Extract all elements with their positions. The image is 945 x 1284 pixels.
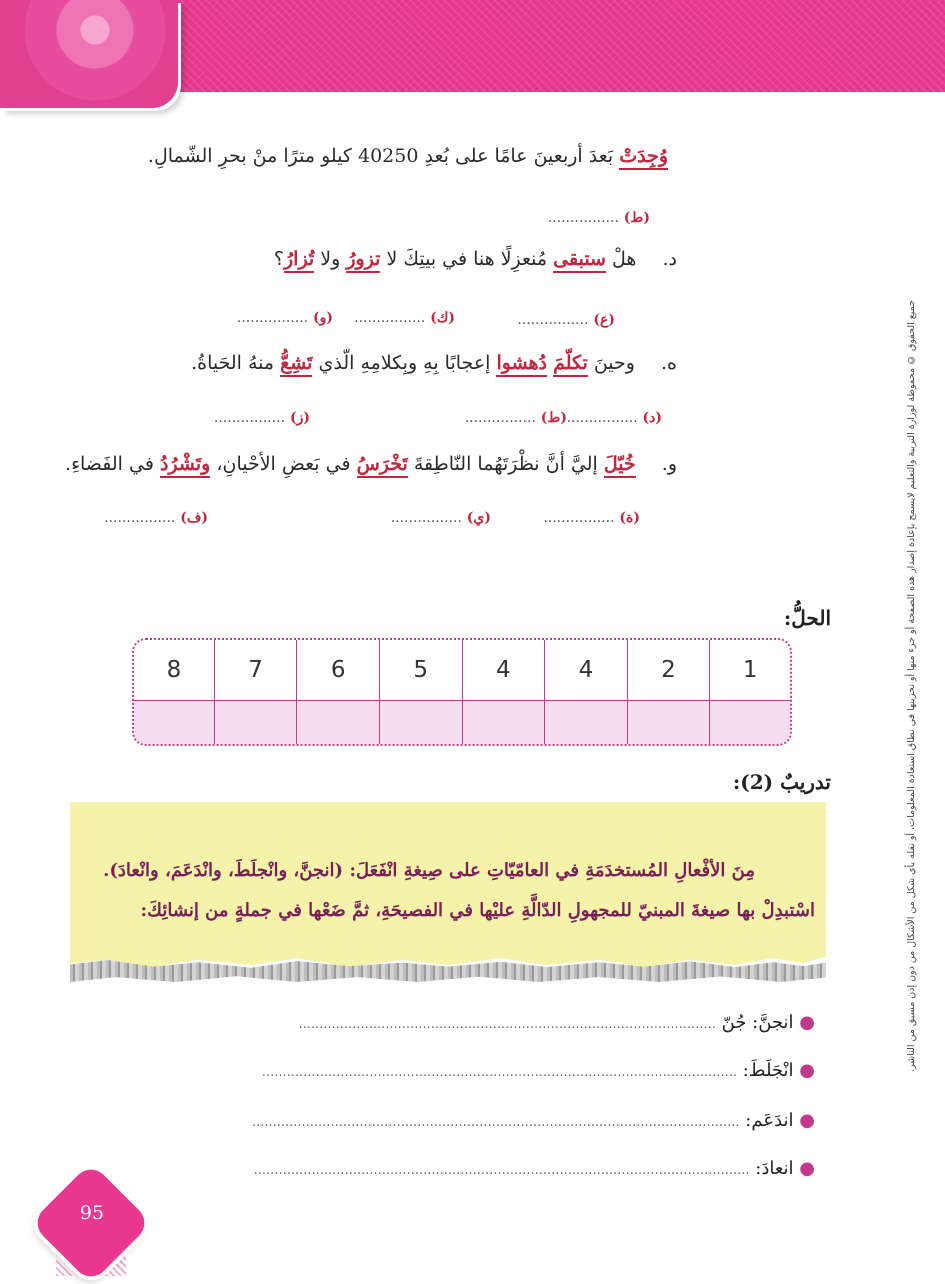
number-cell: 4 (545, 640, 628, 701)
highlight-word: تزورُ (346, 248, 380, 273)
exercise-item-label: انجنَّ: جُنّ (721, 1012, 794, 1033)
item-number: و. (661, 453, 677, 475)
answer-slot (548, 210, 650, 226)
bullet-icon: ● (799, 1158, 815, 1179)
highlight-word: خُيّلَ (604, 453, 636, 478)
number-cell: 5 (379, 640, 462, 701)
answer-row (134, 701, 790, 745)
item-text: هلْ (605, 248, 637, 270)
item-text: منهُ الحَياةُ. (191, 352, 281, 374)
bullet-icon: ● (799, 1110, 815, 1131)
slot-label: (ط) (540, 410, 567, 426)
slot-dots: ................ (354, 310, 426, 326)
exercise-title: تدريبٌ (2): (732, 770, 831, 794)
slot-label: (ة) (619, 510, 640, 526)
answer-slot (566, 410, 662, 426)
exercise-item (298, 1012, 815, 1033)
number-cell: 8 (134, 640, 214, 701)
slot-dots: ................ (464, 410, 536, 426)
slot-label: (ز) (289, 410, 310, 426)
slot-label: (ع) (593, 312, 615, 328)
number-cell: 4 (462, 640, 545, 701)
item-text: مُنعزِلًا هنا في بيتِكَ لا (380, 248, 554, 270)
answer-slot (517, 312, 615, 328)
slot-dots: ................ (543, 510, 615, 526)
fill-line[interactable]: ...................................................................................................................... (251, 1115, 740, 1130)
highlight-word: تُزارُ (284, 248, 314, 273)
slot-label: (ط) (623, 210, 650, 226)
number-row (134, 640, 790, 701)
answer-cell[interactable] (710, 701, 790, 745)
item-w (65, 453, 677, 475)
answer-slot (104, 510, 208, 526)
slot-dots: ................ (566, 410, 638, 426)
slot-label: (ف) (180, 510, 208, 526)
solution-title: الحلُّ: (783, 606, 831, 630)
item-number: ه. (661, 352, 677, 374)
slot-dots: ................ (236, 310, 309, 326)
answer-cell[interactable] (545, 701, 628, 745)
item-text: ولا (314, 248, 347, 270)
highlight-word: وتَشْرُدُ (160, 453, 210, 478)
answer-slot (465, 410, 567, 426)
exercise-item (254, 1158, 815, 1179)
slot-dots: ................ (104, 510, 176, 526)
exercise-note-box (70, 802, 826, 970)
slot-label: (و) (312, 310, 333, 326)
exercise-item-label: اندَعَم: (745, 1110, 794, 1131)
bullet-icon: ● (799, 1012, 815, 1033)
slot-dots: ................ (390, 510, 462, 526)
answer-cell[interactable] (297, 701, 380, 745)
highlight-word: تَشِعُّ (280, 352, 312, 377)
answer-cell[interactable] (462, 701, 545, 745)
fill-line[interactable]: ........................................................................................................................ (253, 1163, 750, 1178)
item-d (274, 248, 677, 270)
item-text: إليَّ أنَّ نظْرَتَهُما النّاطِقةَ (407, 453, 604, 475)
highlight-word: تكلّمَ (553, 352, 588, 377)
item-h (191, 352, 677, 374)
page-number: 95 (79, 1202, 105, 1224)
exercise-instruction-1: مِنَ الأفْعالِ المُستخدَمَةِ في العامّيّاتِ على صِيغةِ انْفَعَلَ: (انجنَّ، وانْجلَطَ، وانْدَعَمَ، وانْعادَ). (103, 860, 755, 881)
answer-slot (237, 310, 333, 326)
bullet-icon: ● (799, 1060, 815, 1081)
item-text: ؟ (273, 248, 284, 270)
answer-slot (543, 510, 640, 526)
answer-cell[interactable] (627, 701, 710, 745)
slot-label: (د) (642, 410, 662, 426)
fill-line[interactable]: ..................................................................................................... (298, 1017, 716, 1032)
answer-table (132, 638, 792, 746)
exercise-instruction-2: اسْتبدِلْ بها صيغةَ المبنيّ للمجهولِ الدّالَّةِ عليْها في الفصيحَةِ، ثمَّ ضَعْها في جملةٍ من إنشائِكَ: (140, 900, 815, 921)
highlight-word: وُجِدَتْ (619, 145, 668, 170)
item-text: في بَعضِ الأحْيانِ، (210, 453, 357, 475)
intro-line (148, 145, 668, 167)
highlight-word: دُهشوا (496, 352, 547, 377)
number-cell: 2 (627, 640, 710, 701)
answer-cell[interactable] (134, 701, 214, 745)
exercise-item-label: انعادَ: (755, 1158, 794, 1179)
answer-cell[interactable] (379, 701, 462, 745)
item-text: وحينَ (587, 352, 635, 374)
item-text: إعجابًا بِهِ وبِكلامِهِ الّذي (312, 352, 497, 374)
answer-cell[interactable] (214, 701, 297, 745)
number-cell: 6 (297, 640, 380, 701)
answer-slot (391, 510, 491, 526)
answer-slot (354, 310, 455, 326)
exercise-item-label: انْجَلَطَ: (742, 1060, 794, 1081)
slot-dots: ................ (547, 210, 619, 226)
header-badge (0, 0, 178, 108)
exercise-item (262, 1060, 815, 1081)
item-number: د. (662, 248, 677, 270)
highlight-word: تَخْرَسُ (357, 453, 408, 478)
fill-line[interactable]: ................................................................................................................... (261, 1065, 738, 1080)
slot-label: (ي) (466, 510, 491, 526)
number-cell: 7 (214, 640, 297, 701)
number-cell: 1 (710, 640, 790, 701)
answer-slot (214, 410, 310, 426)
exercise-item (252, 1110, 815, 1131)
slot-dots: ................ (213, 410, 286, 426)
intro-text: بَعدَ أربعينَ عامًا على بُعدِ 40250 كيلو مترًا منْ بحرِ الشّمالِ. (147, 145, 620, 167)
item-text: في الفَضاءِ. (65, 453, 160, 475)
slot-dots: ................ (517, 312, 589, 328)
copyright-note: جميع الحقوق © محفوظة لوزارة التربية والتعليم لايسمح بإعادة إصدار هذه الصفحة أو جزء منها أو تخزينها في نطاق استعادة المعلومات، أو نقله بأي شكل من الأشكال من دون إذن مسبق من الناشر. (906, 300, 917, 1073)
highlight-word: ستبقى (553, 248, 606, 273)
slot-label: (ك) (430, 310, 455, 326)
